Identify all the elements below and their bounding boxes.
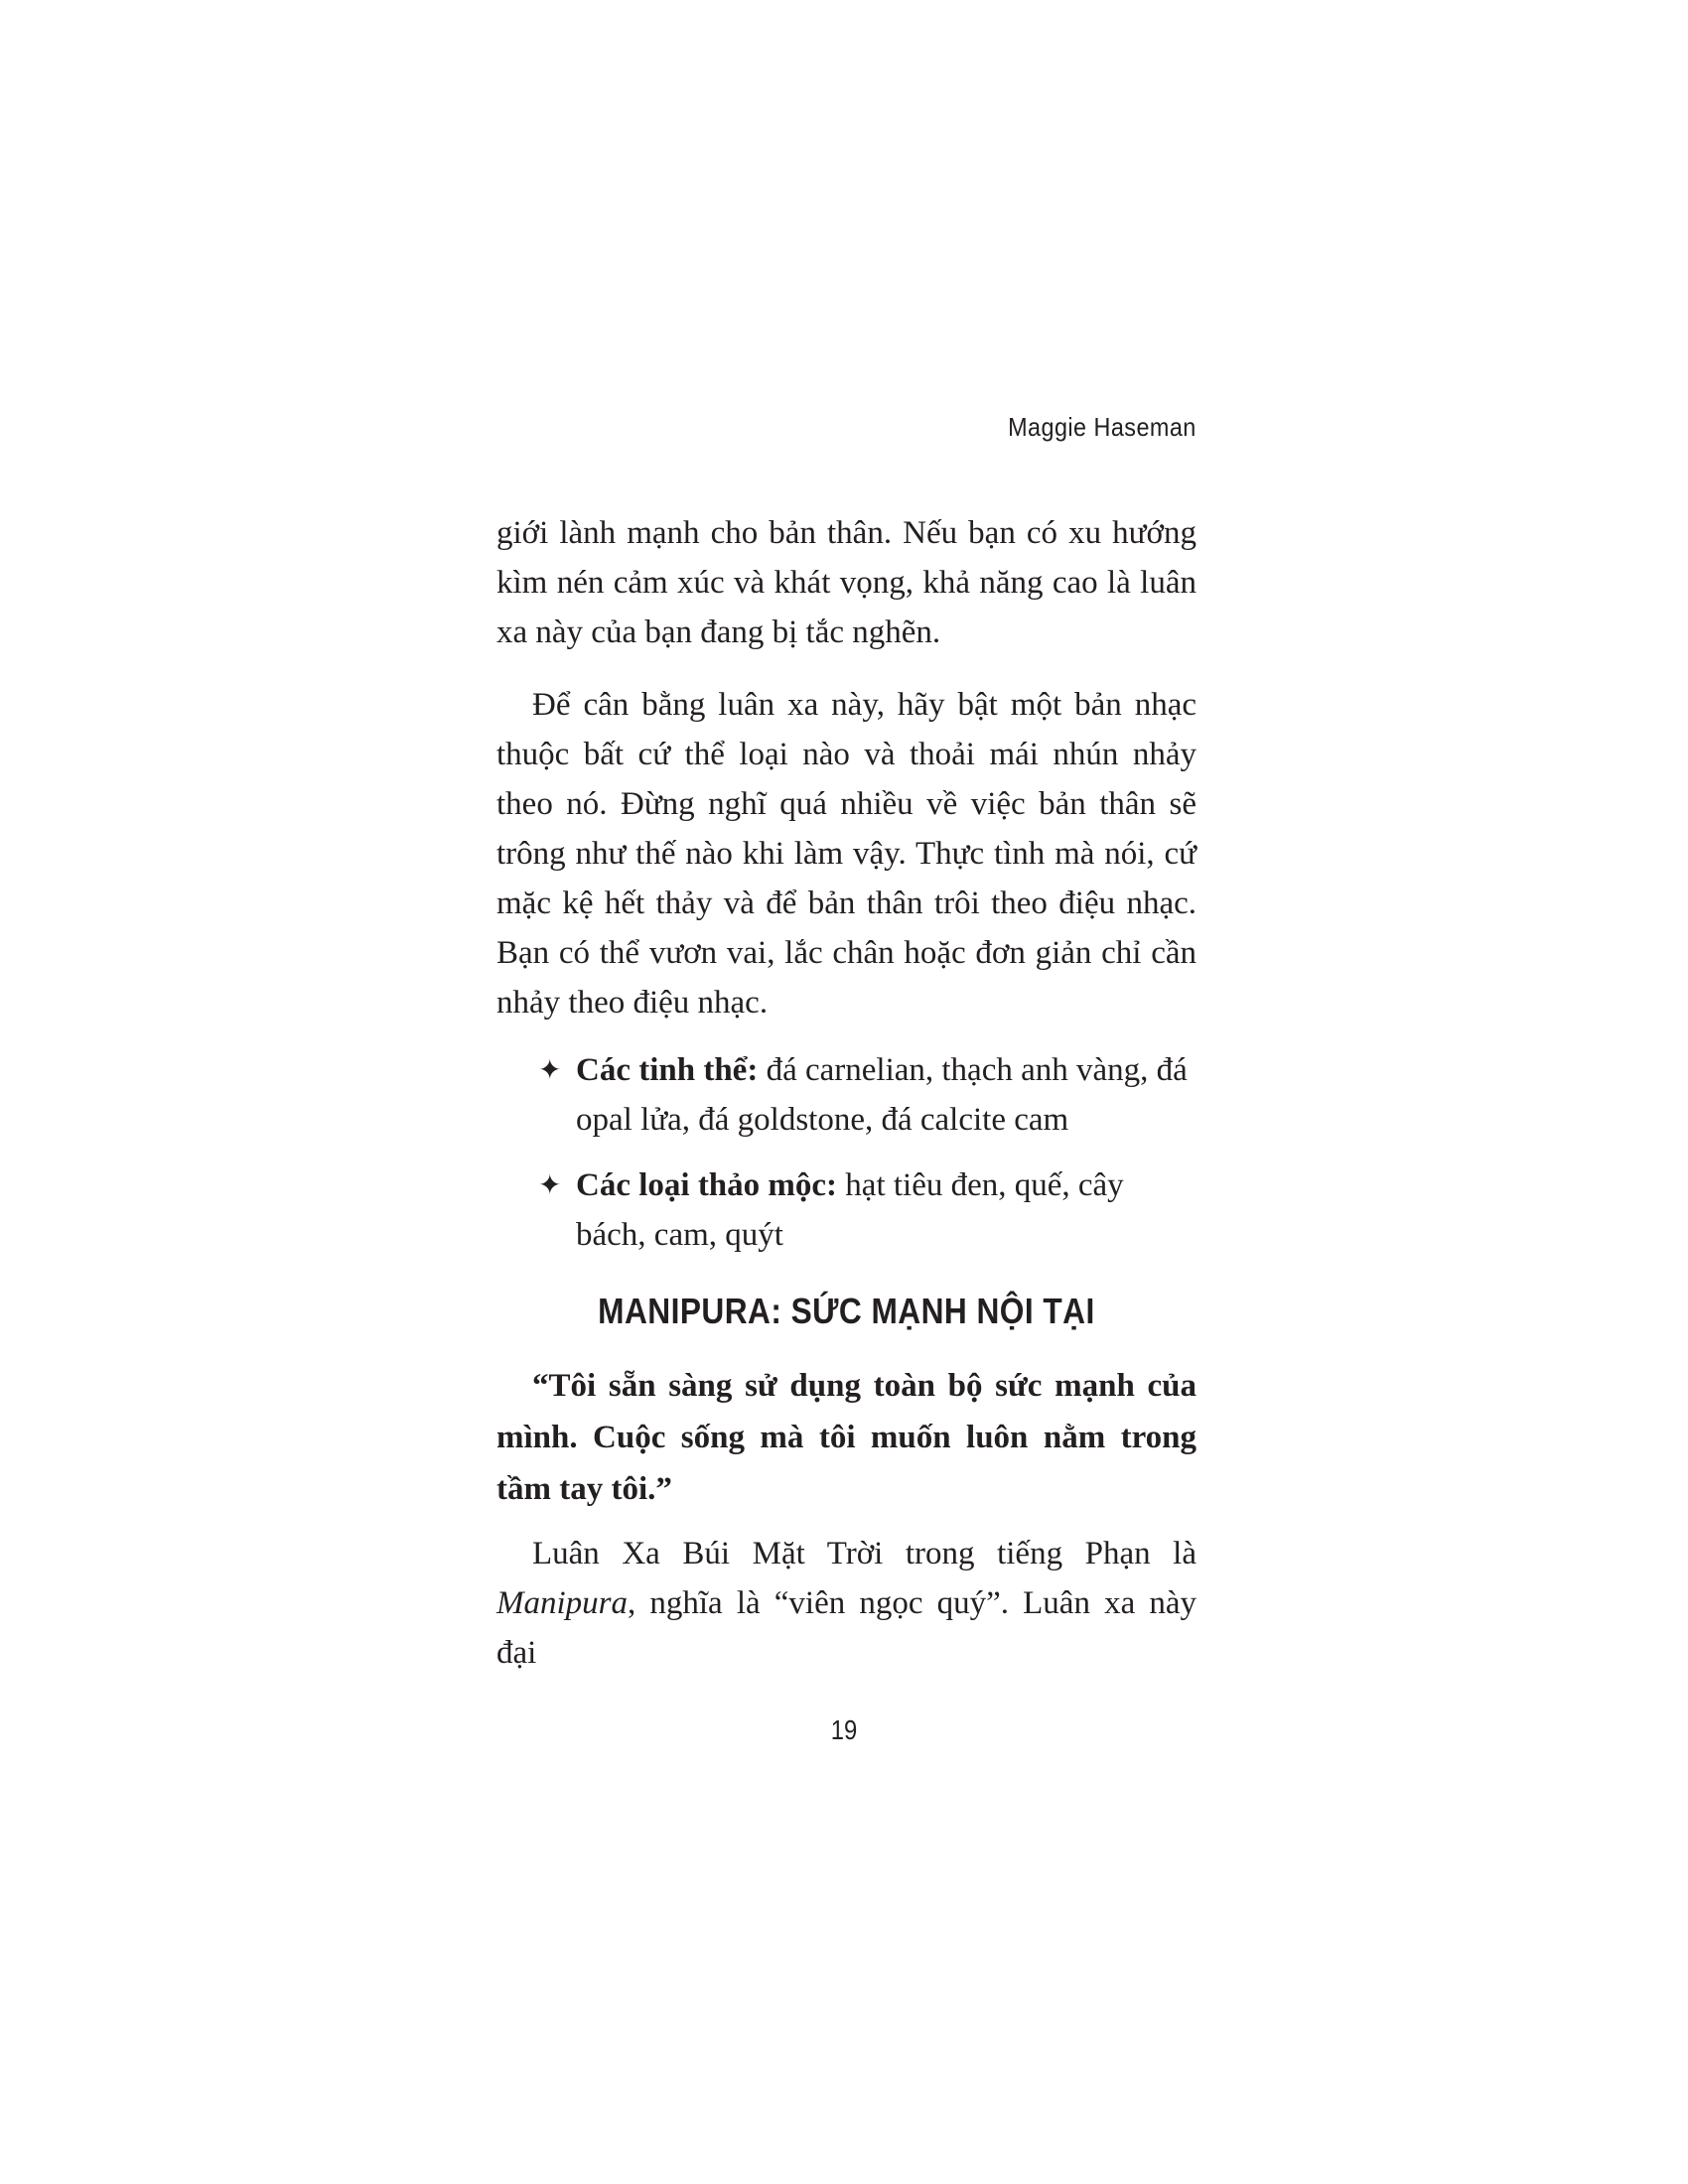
bullet-text: đá carnelian, thạch anh vàng, đá opal lửa, đá goldstone, đá calcite cam	[576, 1052, 1188, 1138]
bullet-item-crystals	[496, 1045, 1196, 1145]
section-heading	[496, 1291, 1196, 1332]
paragraph-italic-term: Manipura	[496, 1585, 628, 1621]
body-paragraph-1	[496, 508, 1196, 657]
running-header-author: Maggie Haseman	[1008, 412, 1196, 442]
paragraph-text: Để cân bằng luân xa này, hãy bật một bản nhạc thuộc bất cứ thể loại nào và thoải mái nhún nhảy theo nó. Đừng nghĩ quá nhiều về việc bản thân sẽ trông như thế nào khi làm vậy. Thực tình mà nói, cứ mặc kệ hết thảy và để bản thân trôi theo điệu nhạc. Bạn có thể vươn vai, lắc chân hoặc đơn giản chỉ cần nhảy theo điệu nhạc.	[496, 687, 1196, 1021]
four-point-star-icon: ✦	[538, 1168, 562, 1201]
body-paragraph-3	[496, 1529, 1196, 1678]
section-heading-text: MANIPURA: SỨC MẠNH NỘI TẠI	[598, 1291, 1095, 1331]
body-paragraph-2	[496, 680, 1196, 1027]
paragraph-text-start: Luân Xa Búi Mặt Trời trong tiếng Phạn là	[532, 1536, 1196, 1571]
bullet-list	[496, 1045, 1196, 1276]
bullet-label: Các tinh thể:	[576, 1052, 759, 1088]
paragraph-text-end: , nghĩa là “viên ngọc quý”. Luân xa này đại	[496, 1585, 1196, 1671]
paragraph-text: giới lành mạnh cho bản thân. Nếu bạn có xu hướng kìm nén cảm xúc và khát vọng, khả năng cao là luân xa này của bạn đang bị tắc nghẽn.	[496, 515, 1196, 650]
affirmation-quote: “Tôi sẵn sàng sử dụng toàn bộ sức mạnh của mình. Cuộc sống mà tôi muốn luôn nằm trong tầm tay tôi.”	[496, 1368, 1196, 1507]
page-number: 19	[830, 1714, 858, 1745]
four-point-star-icon: ✦	[538, 1053, 562, 1086]
bullet-item-herbs	[496, 1160, 1196, 1260]
bullet-label: Các loại thảo mộc:	[576, 1167, 838, 1203]
paragraph-text	[496, 1529, 1196, 1678]
bullet-text: hạt tiêu đen, quế, cây bách, cam, quýt	[576, 1167, 1124, 1253]
